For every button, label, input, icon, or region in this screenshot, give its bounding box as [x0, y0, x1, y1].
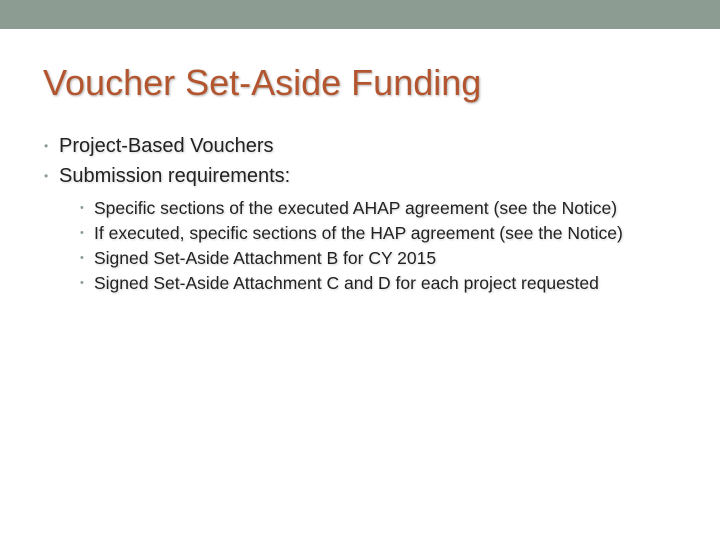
- sub-bullet-item-ahap: [79, 196, 694, 221]
- sub-bullet-item-attachment-c-d: [79, 271, 694, 296]
- sub-bullet-item-hap: [79, 221, 639, 246]
- bullet-list: [44, 131, 694, 296]
- bullet-glyph: •: [80, 227, 84, 239]
- sub-bullet-list: [79, 196, 694, 296]
- slide-title: Voucher Set-Aside Funding: [43, 62, 482, 103]
- sub-bullet-text: If executed, specific sections of the HAP agreement (see the Notice): [94, 223, 623, 243]
- bullet-glyph: •: [44, 139, 49, 153]
- bullet-glyph: •: [80, 277, 84, 289]
- sub-bullet-text: Signed Set-Aside Attachment B for CY 2015: [94, 248, 437, 268]
- slide-content: [44, 131, 694, 296]
- sub-bullet-item-attachment-b: [79, 246, 694, 271]
- sub-bullet-text: Signed Set-Aside Attachment C and D for each project requested: [94, 273, 599, 293]
- bullet-glyph: •: [44, 169, 49, 183]
- top-accent-bar: [0, 0, 720, 29]
- sub-bullet-text: Specific sections of the executed AHAP agreement (see the Notice): [94, 198, 618, 218]
- bullet-glyph: •: [80, 202, 84, 214]
- bullet-text: Submission requirements:: [59, 165, 291, 187]
- bullet-item-project-based-vouchers: [44, 131, 694, 161]
- bullet-text: Project-Based Vouchers: [59, 135, 274, 157]
- bullet-item-submission-requirements: [44, 161, 694, 296]
- bullet-glyph: •: [80, 252, 84, 264]
